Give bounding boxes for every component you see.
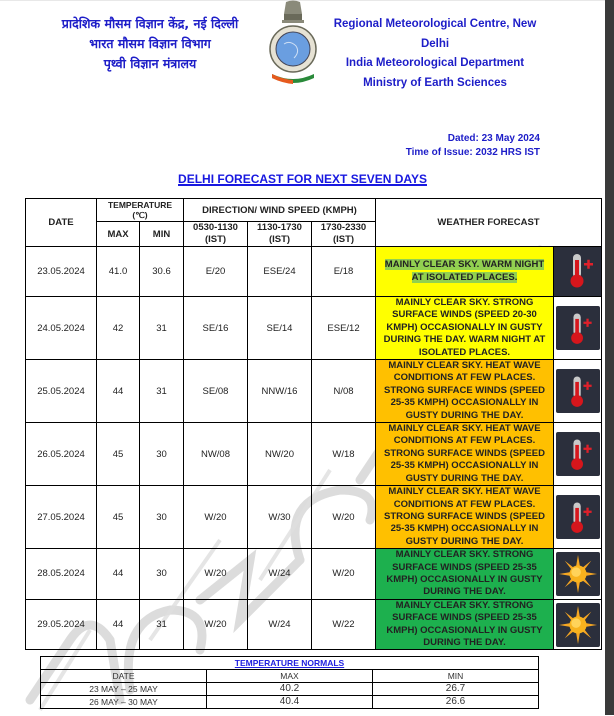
slot-time: 0530-1130 bbox=[193, 222, 238, 233]
row-wind-2: W/24 bbox=[248, 549, 312, 600]
header-temperature-label: TEMPERATURE bbox=[107, 200, 173, 210]
row-wind-2: NNW/16 bbox=[248, 360, 312, 423]
temperature-normals-table bbox=[40, 656, 539, 709]
table-row bbox=[41, 696, 539, 709]
normals-date: 23 MAY – 25 MAY bbox=[41, 683, 207, 696]
row-min-temp: 30 bbox=[140, 486, 184, 549]
hindi-line-2: भारत मौसम विज्ञान विभाग bbox=[89, 36, 211, 51]
row-max-temp: 41.0 bbox=[97, 247, 140, 297]
row-date: 26.05.2024 bbox=[26, 423, 97, 486]
english-line-2: India Meteorological Department bbox=[345, 57, 525, 69]
row-icon-cell bbox=[554, 486, 602, 549]
row-icon-cell bbox=[554, 599, 602, 650]
icon-box bbox=[556, 552, 600, 596]
header-weather-forecast: WEATHER FORECAST bbox=[376, 199, 602, 247]
header-max: MAX bbox=[97, 222, 140, 247]
row-max-temp: 45 bbox=[97, 486, 140, 549]
normals-max: 40.2 bbox=[207, 683, 373, 696]
normals-header-date: DATE bbox=[41, 670, 207, 683]
row-wind-3: W/20 bbox=[312, 549, 376, 600]
slot-time: 1130-1730 bbox=[257, 222, 302, 233]
slot-zone: (IST) bbox=[332, 234, 355, 245]
row-icon-cell bbox=[554, 247, 602, 297]
row-wind-1: SE/16 bbox=[184, 297, 248, 360]
normals-title-cell bbox=[41, 657, 539, 670]
header-temperature-unit: (℃) bbox=[132, 210, 148, 220]
english-header bbox=[320, 15, 550, 93]
icon-box bbox=[556, 495, 600, 539]
row-wind-3: ESE/12 bbox=[312, 297, 376, 360]
row-forecast-text: MAINLY CLEAR SKY. WARM NIGHT AT ISOLATED PLACES. bbox=[384, 259, 545, 283]
row-date: 25.05.2024 bbox=[26, 360, 97, 423]
thermometer-hot-icon bbox=[558, 308, 598, 348]
row-wind-3: W/18 bbox=[312, 423, 376, 486]
sun-icon bbox=[557, 604, 599, 646]
row-wind-3: W/20 bbox=[312, 486, 376, 549]
row-wind-2: ESE/24 bbox=[248, 247, 312, 297]
row-wind-1: NW/08 bbox=[184, 423, 248, 486]
row-max-temp: 44 bbox=[97, 599, 140, 650]
thermometer-hot-icon bbox=[558, 434, 598, 474]
normals-max: 40.4 bbox=[207, 696, 373, 709]
row-min-temp: 30 bbox=[140, 549, 184, 600]
issue-info bbox=[380, 132, 540, 160]
slot-time: 1730-2330 bbox=[320, 222, 367, 233]
normals-min: 26.6 bbox=[373, 696, 539, 709]
normals-header-max: MAX bbox=[207, 670, 373, 683]
row-max-temp: 45 bbox=[97, 423, 140, 486]
table-row bbox=[26, 360, 602, 423]
row-wind-1: SE/08 bbox=[184, 360, 248, 423]
row-wind-3: N/08 bbox=[312, 360, 376, 423]
page-border bbox=[605, 0, 614, 715]
thermometer-hot-icon bbox=[556, 248, 600, 292]
imd-emblem-icon bbox=[262, 0, 324, 84]
normals-header-min: MIN bbox=[373, 670, 539, 683]
row-forecast: MAINLY CLEAR SKY. HEAT WAVE CONDITIONS AT FEW PLACES. STRONG SURFACE WINDS (SPEED 25-35 KMPH) OCCASIONALLY IN GUSTY DURING THE DAY. bbox=[376, 423, 554, 486]
normals-min: 26.7 bbox=[373, 683, 539, 696]
row-min-temp: 31 bbox=[140, 297, 184, 360]
row-forecast: MAINLY CLEAR SKY. STRONG SURFACE WINDS (SPEED 20-30 KMPH) OCCASIONALLY IN GUSTY DURING THE DAY. WARM NIGHT AT ISOLATED PLACES. bbox=[376, 297, 554, 360]
row-date: 28.05.2024 bbox=[26, 549, 97, 600]
row-wind-2: W/30 bbox=[248, 486, 312, 549]
table-row bbox=[26, 599, 602, 650]
icon-box bbox=[556, 603, 600, 647]
slot-zone: (IST) bbox=[268, 234, 291, 245]
row-min-temp: 30.6 bbox=[140, 247, 184, 297]
header-wind: DIRECTION/ WIND SPEED (KMPH) bbox=[184, 199, 376, 222]
row-wind-2: SE/14 bbox=[248, 297, 312, 360]
row-wind-2: NW/20 bbox=[248, 423, 312, 486]
header-slot-1 bbox=[184, 222, 248, 247]
table-row bbox=[26, 486, 602, 549]
row-date: 23.05.2024 bbox=[26, 247, 97, 297]
slot-zone: (IST) bbox=[204, 234, 227, 245]
row-max-temp: 44 bbox=[97, 549, 140, 600]
normals-date: 26 MAY – 30 MAY bbox=[41, 696, 207, 709]
row-date: 27.05.2024 bbox=[26, 486, 97, 549]
hindi-header bbox=[40, 14, 260, 74]
row-max-temp: 44 bbox=[97, 360, 140, 423]
english-line-1: Regional Meteorological Centre, New Delhi bbox=[333, 18, 537, 50]
table-row bbox=[26, 423, 602, 486]
page-title: DELHI FORECAST FOR NEXT SEVEN DAYS bbox=[178, 172, 427, 186]
forecast-table bbox=[25, 198, 602, 650]
table-row bbox=[26, 297, 602, 360]
thermometer-hot-icon bbox=[558, 371, 598, 411]
row-min-temp: 31 bbox=[140, 360, 184, 423]
row-icon-cell bbox=[554, 423, 602, 486]
row-icon-cell bbox=[554, 549, 602, 600]
row-forecast: MAINLY CLEAR SKY. STRONG SURFACE WINDS (SPEED 25-35 KMPH) OCCASIONALLY IN GUSTY DURING THE DAY. bbox=[376, 599, 554, 650]
row-date: 24.05.2024 bbox=[26, 297, 97, 360]
icon-box bbox=[556, 432, 600, 476]
row-wind-1: E/20 bbox=[184, 247, 248, 297]
row-forecast: MAINLY CLEAR SKY. STRONG SURFACE WINDS (SPEED 25-35 KMPH) OCCASIONALLY IN GUSTY DURING THE DAY. bbox=[376, 549, 554, 600]
row-icon-cell bbox=[554, 297, 602, 360]
icon-box bbox=[556, 306, 600, 350]
header-temperature bbox=[97, 199, 184, 222]
row-wind-3: E/18 bbox=[312, 247, 376, 297]
table-row bbox=[26, 549, 602, 600]
header-slot-2 bbox=[248, 222, 312, 247]
row-wind-2: W/24 bbox=[248, 599, 312, 650]
hindi-line-3: पृथ्वी विज्ञान मंत्रालय bbox=[103, 56, 197, 71]
thermometer-hot-icon bbox=[558, 497, 598, 537]
row-min-temp: 30 bbox=[140, 423, 184, 486]
row-wind-3: W/22 bbox=[312, 599, 376, 650]
row-max-temp: 42 bbox=[97, 297, 140, 360]
row-wind-1: W/20 bbox=[184, 486, 248, 549]
row-date: 29.05.2024 bbox=[26, 599, 97, 650]
hindi-line-1: प्रादेशिक मौसम विज्ञान केंद्र, नई दिल्ली bbox=[61, 16, 239, 31]
header-min: MIN bbox=[140, 222, 184, 247]
lion-capital-icon bbox=[282, 1, 304, 24]
header-slot-3 bbox=[312, 222, 376, 247]
issue-date: Dated: 23 May 2024 bbox=[447, 133, 540, 144]
row-wind-1: W/20 bbox=[184, 549, 248, 600]
english-line-3: Ministry of Earth Sciences bbox=[363, 76, 507, 89]
table-row bbox=[26, 247, 602, 297]
icon-box bbox=[556, 369, 600, 413]
row-icon-cell bbox=[554, 360, 602, 423]
row-forecast bbox=[376, 247, 554, 297]
row-wind-1: W/20 bbox=[184, 599, 248, 650]
sun-icon bbox=[557, 553, 599, 595]
table-row bbox=[41, 683, 539, 696]
issue-time: Time of Issue: 2032 HRS IST bbox=[405, 147, 540, 158]
row-forecast: MAINLY CLEAR SKY. HEAT WAVE CONDITIONS AT FEW PLACES. STRONG SURFACE WINDS (SPEED 25-35 KMPH) OCCASIONALLY IN GUSTY DURING THE DAY. bbox=[376, 360, 554, 423]
normals-title: TEMPERATURE NORMALS bbox=[234, 658, 345, 668]
header-date: DATE bbox=[26, 199, 97, 247]
row-min-temp: 31 bbox=[140, 599, 184, 650]
row-forecast: MAINLY CLEAR SKY. HEAT WAVE CONDITIONS AT FEW PLACES. STRONG SURFACE WINDS (SPEED 25-35 KMPH) OCCASIONALLY IN GUSTY DURING THE DAY. bbox=[376, 486, 554, 549]
